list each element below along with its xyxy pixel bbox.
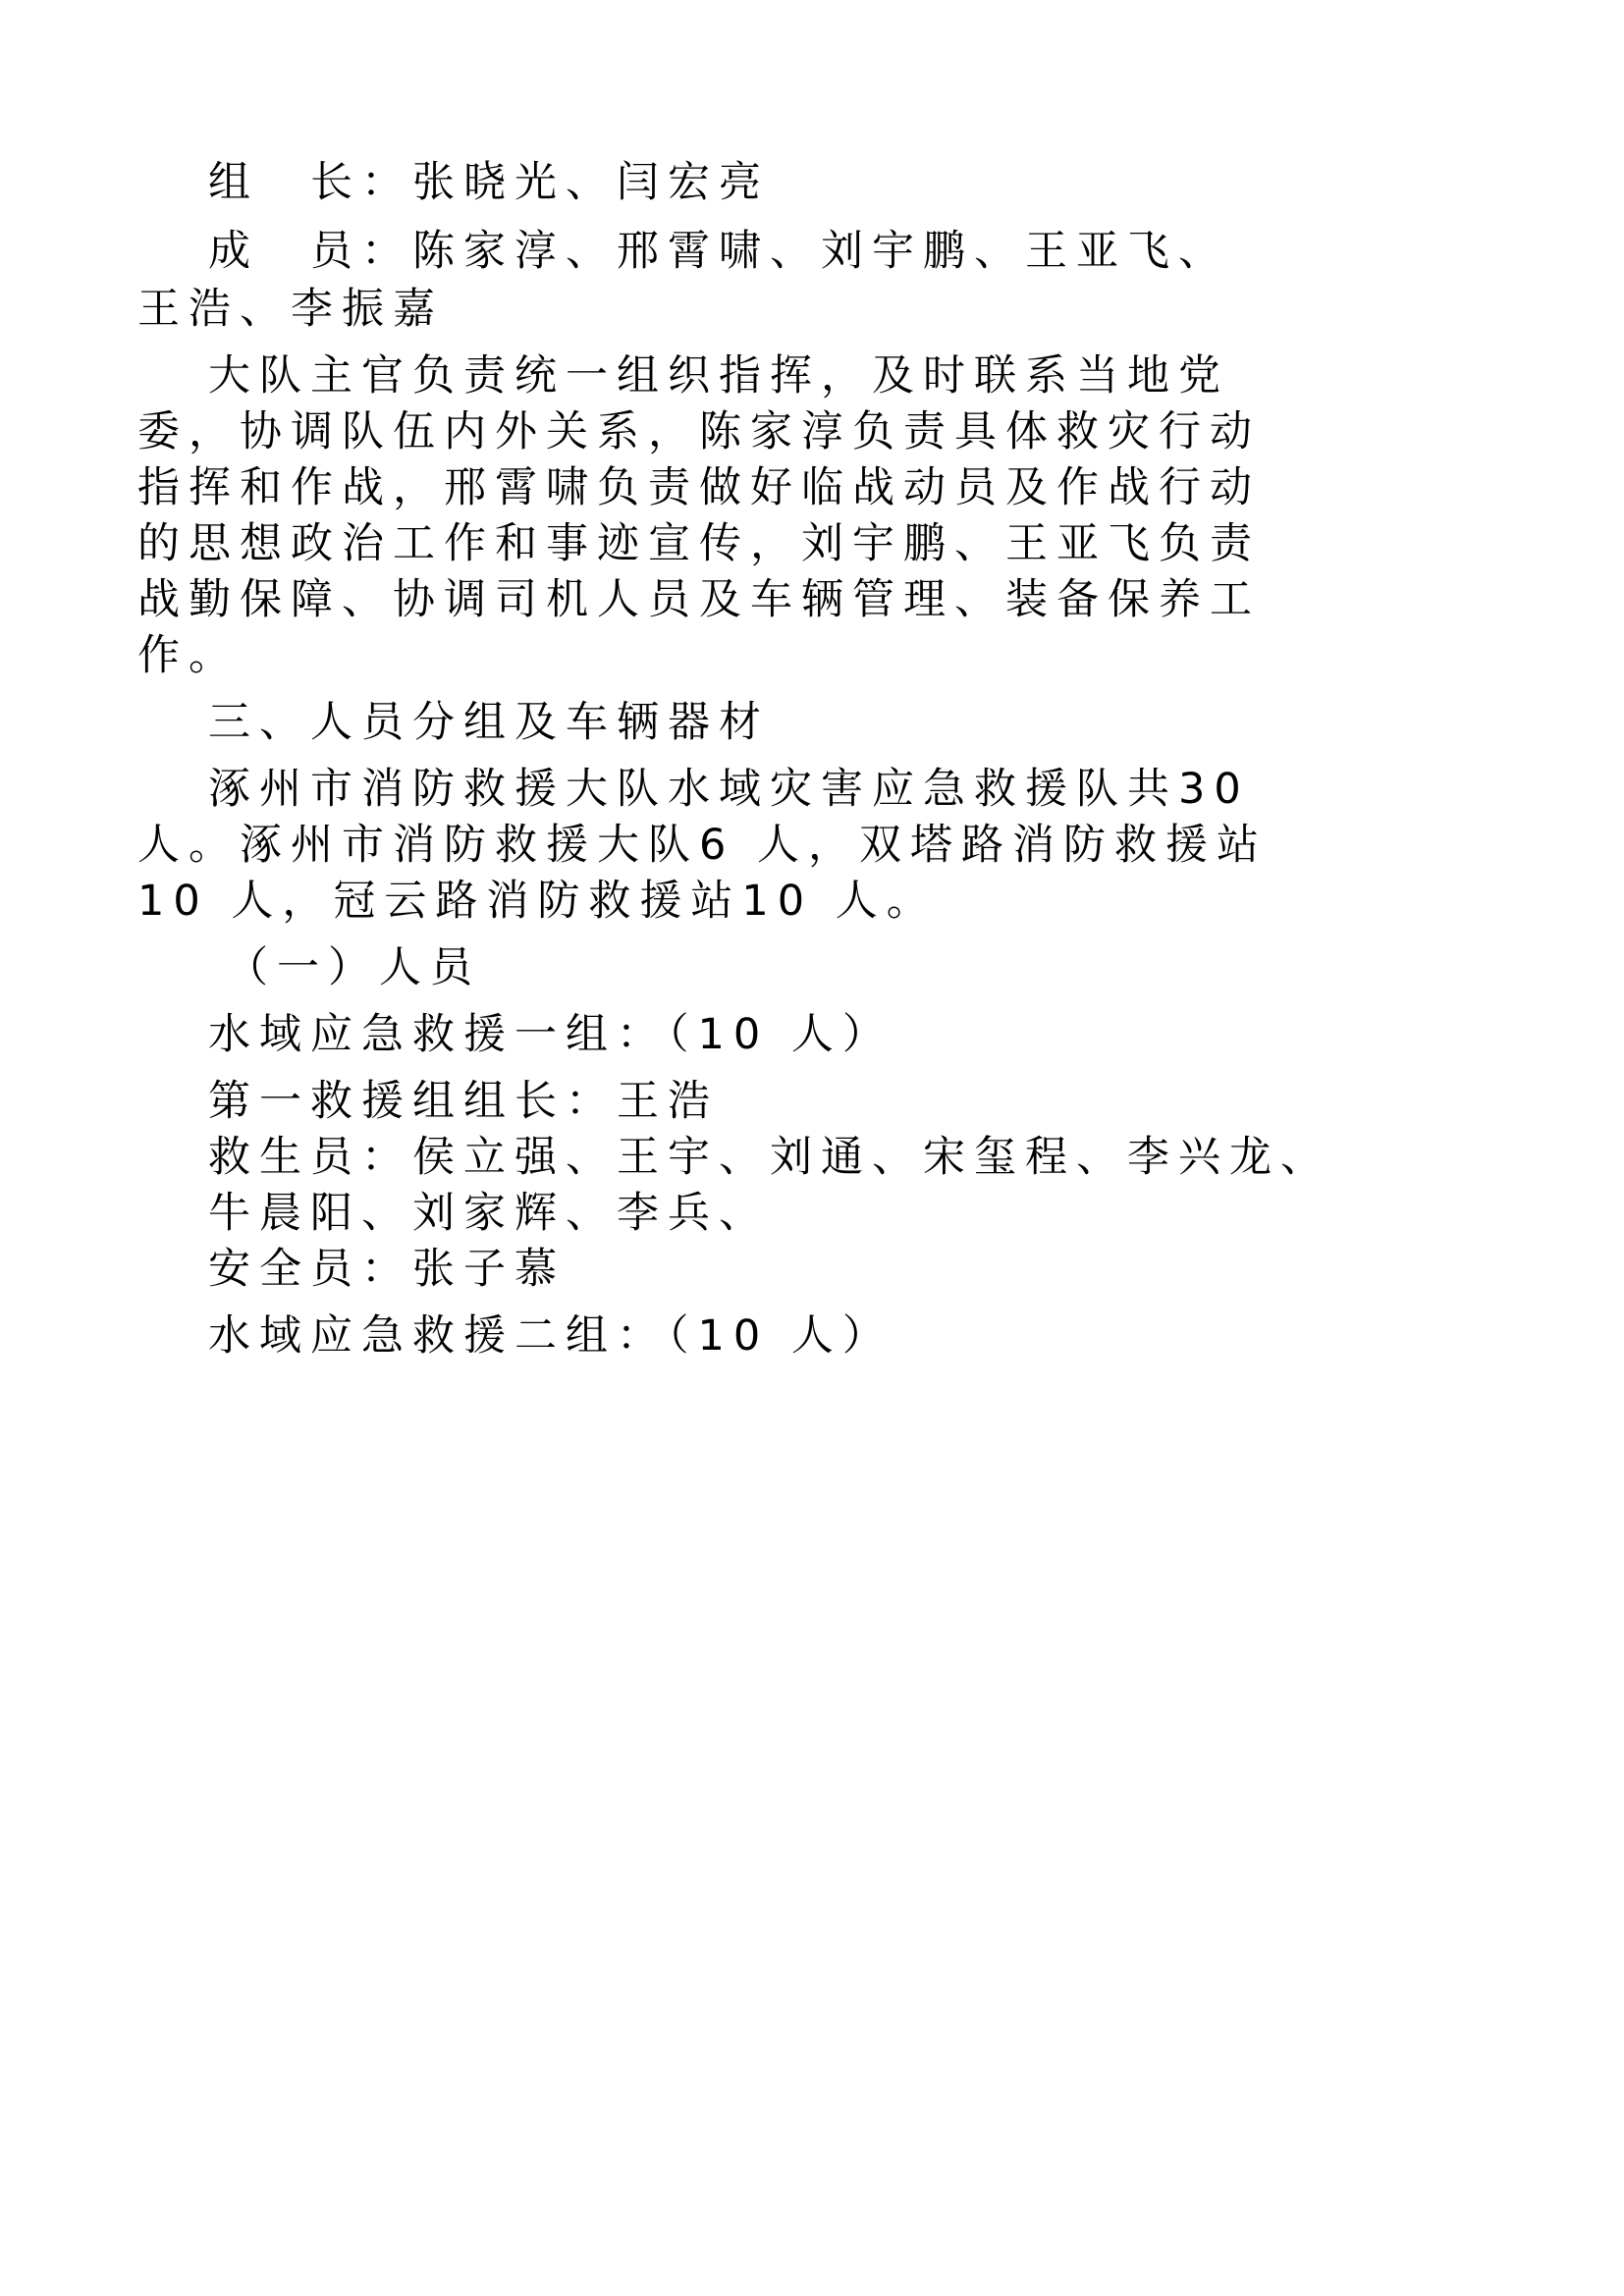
members-line-cont: 王浩、李振嘉 [137, 285, 444, 334]
duty-paragraph-line-3: 指挥和作战，邢霄啸负责做好临战动员及作战行动 [137, 463, 1261, 512]
group-two-heading: 水域应急救援二组：（10 人） [208, 1311, 893, 1361]
group-one-leader: 第一救援组组长：王浩 [208, 1077, 719, 1126]
team-paragraph-line-2: 人。涿州市消防救援大队6 人，双塔路消防救援站 [137, 821, 1269, 870]
duty-paragraph-line-1: 大队主官负责统一组织指挥，及时联系当地党 [208, 351, 1229, 400]
members-line: 成 员：陈家淳、邢霄啸、刘宇鹏、王亚飞、 [208, 227, 1229, 276]
team-paragraph-line-3: 10 人，冠云路消防救援站10 人。 [137, 877, 938, 926]
leader-line: 组 长：张晓光、闫宏亮 [208, 158, 770, 207]
duty-paragraph-line-2: 委，协调队伍内外关系，陈家淳负责具体救灾行动 [137, 407, 1261, 456]
group-one-rescuers: 救生员：侯立强、王宇、刘通、宋玺程、李兴龙、 [208, 1133, 1331, 1182]
group-one-rescuers-cont: 牛晨阳、刘家辉、李兵、 [208, 1189, 770, 1238]
group-one-safety-officer: 安全员：张子慕 [208, 1245, 566, 1294]
duty-paragraph-line-4: 的思想政治工作和事迹宣传，刘宇鹏、王亚飞负责 [137, 519, 1261, 568]
section-heading: 三、人员分组及车辆器材 [208, 698, 770, 747]
group-one-heading: 水域应急救援一组：（10 人） [208, 1010, 893, 1059]
duty-paragraph-line-5: 战勤保障、协调司机人员及车辆管理、装备保养工 [137, 575, 1261, 624]
team-paragraph-line-1: 涿州市消防救援大队水域灾害应急救援队共30 [208, 765, 1250, 814]
duty-paragraph-line-6: 作。 [137, 631, 240, 680]
subsection-heading: （一）人员 [226, 943, 481, 992]
